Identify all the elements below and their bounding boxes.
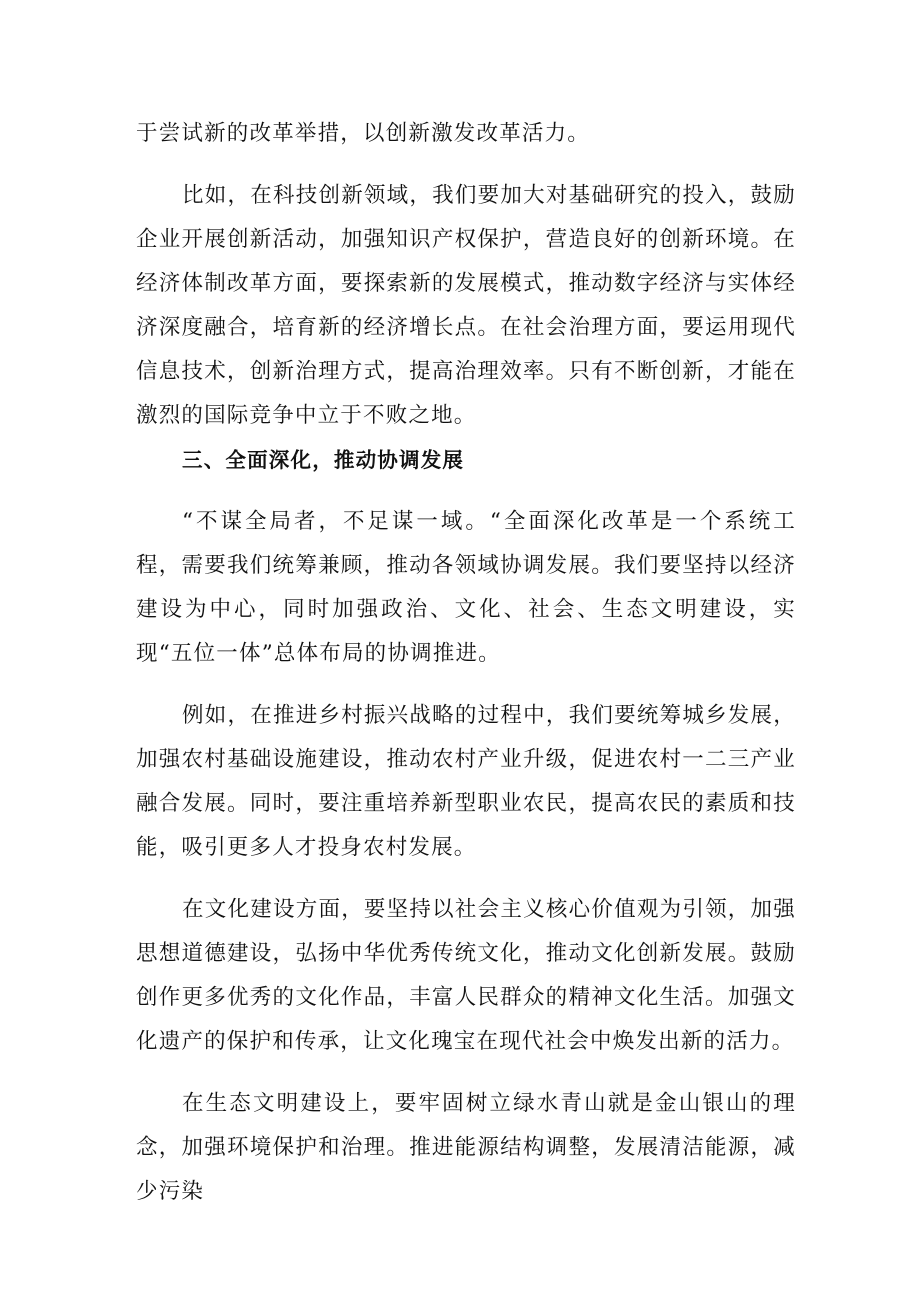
document-page [136,112,796,1214]
section-heading: 三、全面深化，推动协调发展 [182,448,465,472]
paragraph-innovation-examples: 比如，在科技创新领域，我们要加大对基础研究的投入，鼓励企业开展创新活动，加强知识产权保护，营造良好的创新环境。在经济体制改革方面，要探索新的发展模式，推动数字经济与实体经济深度融合，培育新的经济增长点。在社会治理方面，要运用现代信息技术，创新治理方式，提高治理效率。只有不断创新，才能在激烈的国际竞争中立于不败之地。 [136,183,796,428]
paragraph-rural-revitalization: 例如，在推进乡村振兴战略的过程中，我们要统筹城乡发展，加强农村基础设施建设，推动农村产业升级，促进农村一二三产业融合发展。同时，要注重培养新型职业农民，提高农民的素质和技能，吸引更多人才投身农村发展。 [136,703,796,860]
paragraph-overall-coordination: “不谋全局者，不足谋一域。“全面深化改革是一个系统工程，需要我们统筹兼顾，推动各领域协调发展。我们要坚持以经济建设为中心，同时加强政治、文化、社会、生态文明建设，实现“五位一体”总体布局的协调推进。 [136,509,796,666]
paragraph-cultural-construction: 在文化建设方面，要坚持以社会主义核心价值观为引领，加强思想道德建设，弘扬中华优秀传统文化，推动文化创新发展。鼓励创作更多优秀的文化作品，丰富人民群众的精神文化生活。加强文化遗产的保护和传承，让文化瑰宝在现代社会中焕发出新的活力。 [136,897,796,1054]
paragraph-continuation: 于尝试新的改革举措，以创新激发改革活力。 [136,121,591,146]
paragraph-ecological-civilization: 在生态文明建设上，要牢固树立绿水青山就是金山银山的理念，加强环境保护和治理。推进能源结构调整，发展清洁能源，减少污染 [136,1091,796,1204]
